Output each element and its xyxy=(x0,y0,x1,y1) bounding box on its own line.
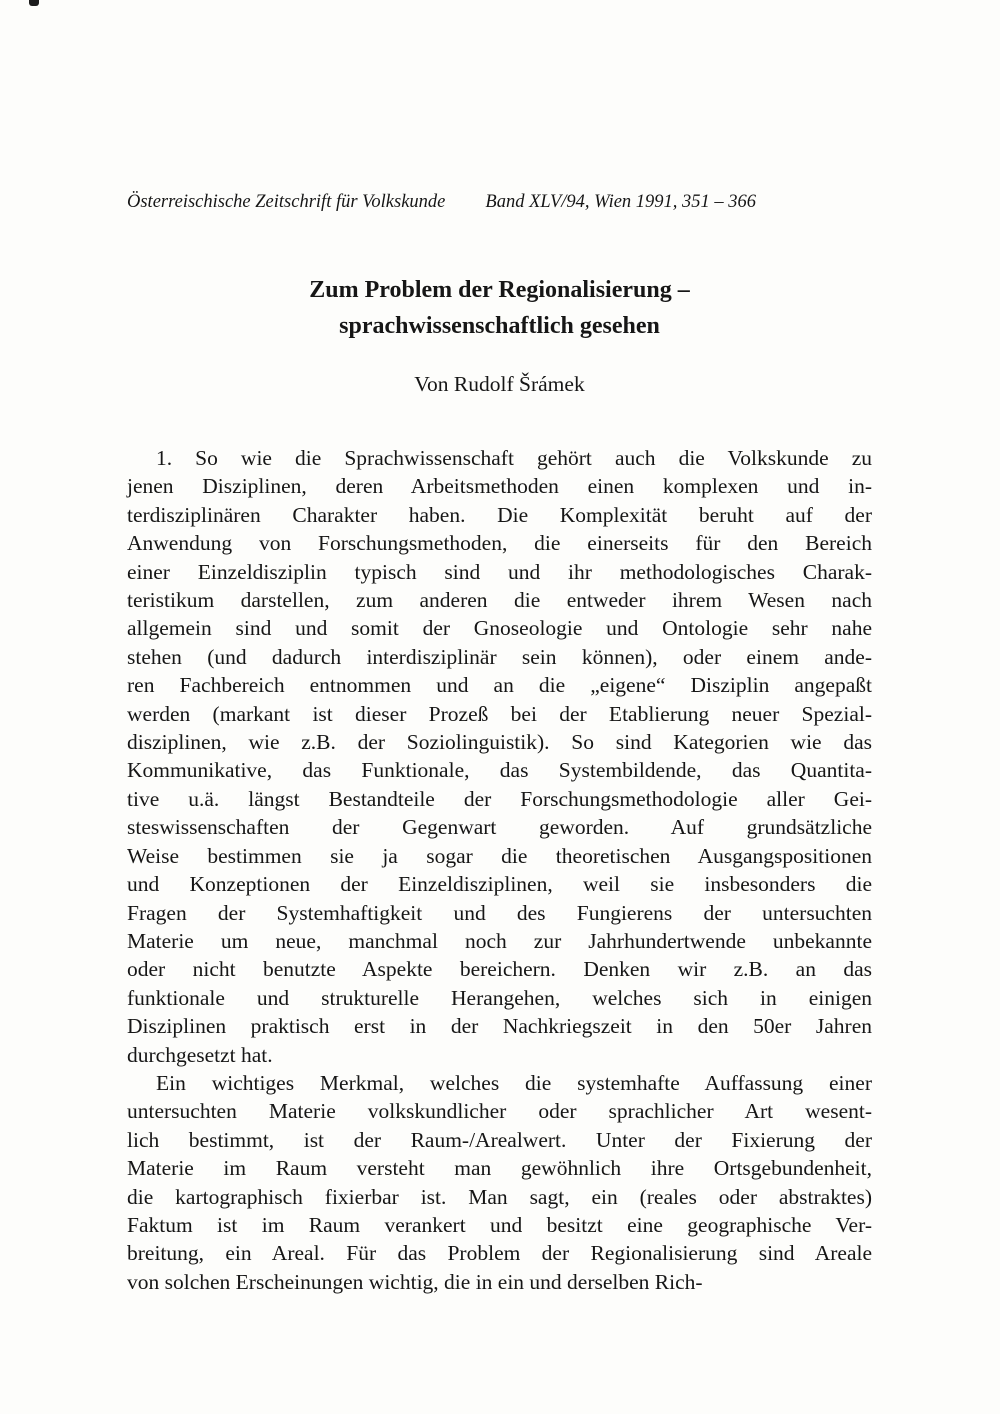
text-line: werden (markant ist dieser Prozeß bei der Etablierung neuer Spezial- xyxy=(127,701,872,726)
text-line: tive u.ä. längst Bestandteile der Forschungsmethodologie aller Gei- xyxy=(127,786,872,811)
running-head xyxy=(127,190,872,214)
text-line: breitung, ein Areal. Für das Problem der Regionalisierung sind Areale xyxy=(127,1241,872,1266)
text-line: steswissenschaften der Gegenwart geworden. Auf grundsätzliche xyxy=(127,815,872,840)
text-line: oder nicht benutzte Aspekte bereichern. Denken wir z.B. an das xyxy=(127,957,872,982)
text-line: Weise bestimmen sie ja sogar die theoretischen Ausgangspositionen xyxy=(127,843,872,868)
text-line: funktionale und strukturelle Herangehen, welches sich in einigen xyxy=(127,985,872,1010)
text-line: Disziplinen praktisch erst in der Nachkriegszeit in den 50er Jahren xyxy=(127,1014,872,1039)
text-line: Materie um neue, manchmal noch zur Jahrhundertwende unbekannte xyxy=(127,928,872,953)
paragraph xyxy=(127,444,872,1069)
text-line: Faktum ist im Raum verankert und besitzt eine geographische Ver- xyxy=(127,1212,872,1237)
text-line: teristikum darstellen, zum anderen die entweder ihrem Wesen nach xyxy=(127,588,872,613)
byline: Von Rudolf Šrámek xyxy=(414,372,585,396)
text-line: und Konzeptionen der Einzeldisziplinen, weil sie insbesonders die xyxy=(127,872,872,897)
journal-name: Österreischische Zeitschrift für Volkskunde xyxy=(127,192,446,212)
text-line: Ein wichtiges Merkmal, welches die systemhafte Auffassung einer xyxy=(156,1070,872,1095)
text-line: Fragen der Systemhaftigkeit und des Fungierens der untersuchten xyxy=(127,900,872,925)
text-line: Anwendung von Forschungsmethoden, die einerseits für den Bereich xyxy=(127,531,872,556)
text-line: Kommunikative, das Funktionale, das Systembildende, das Quantita- xyxy=(127,758,872,783)
text-line: untersuchten Materie volkskundlicher oder sprachlicher Art wesent- xyxy=(127,1099,872,1124)
article-title xyxy=(127,272,872,344)
text-line: jenen Disziplinen, deren Arbeitsmethoden einen komplexen und in- xyxy=(127,474,872,499)
text-line: einer Einzeldisziplin typisch sind und ihr methodologisches Charak- xyxy=(127,559,872,584)
text-line: stehen (und dadurch interdisziplinär sein können), oder einem ande- xyxy=(127,644,872,669)
text-line: von solchen Erscheinungen wichtig, die in ein und derselben Rich- xyxy=(127,1269,703,1294)
text-line: Materie im Raum versteht man gewöhnlich ihre Ortsgebundenheit, xyxy=(127,1156,872,1181)
text-line: disziplinen, wie z.B. der Soziolinguistik). So sind Kategorien wie das xyxy=(127,730,872,755)
scan-artifact xyxy=(29,0,39,6)
title-line-1: Zum Problem der Regionalisierung – xyxy=(309,277,690,303)
body-text xyxy=(127,444,872,1296)
issue-info: Band XLV/94, Wien 1991, 351 – 366 xyxy=(485,192,757,212)
text-line: allgemein sind und somit der Gnoseologie und Ontologie sehr nahe xyxy=(127,616,872,641)
text-line: die kartographisch fixierbar ist. Man sagt, ein (reales oder abstraktes) xyxy=(127,1184,872,1209)
text-line: durchgesetzt hat. xyxy=(127,1042,273,1067)
text-line: lich bestimmt, ist der Raum-/Arealwert. Unter der Fixierung der xyxy=(127,1127,872,1152)
text-line: ren Fachbereich entnommen und an die „eigene“ Disziplin angepaßt xyxy=(127,673,872,698)
paragraph xyxy=(127,1069,872,1296)
page-content xyxy=(127,0,872,1296)
title-line-2: sprachwissenschaftlich gesehen xyxy=(339,313,660,339)
text-line: terdisziplinären Charakter haben. Die Komplexität beruht auf der xyxy=(127,502,872,527)
text-line: 1. So wie die Sprachwissenschaft gehört auch die Volkskunde zu xyxy=(156,446,872,470)
